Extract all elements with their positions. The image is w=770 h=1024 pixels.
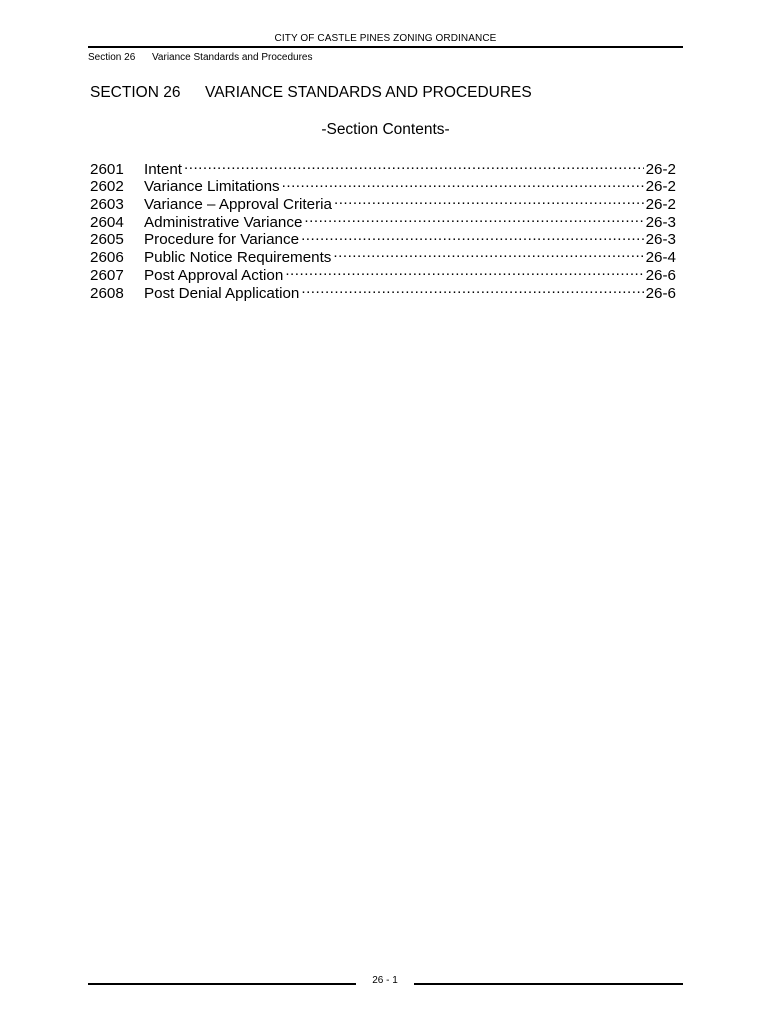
toc-entry-number: 2608 [90, 284, 124, 302]
running-header-section-number: Section 26 [88, 52, 136, 63]
toc-entry-number: 2607 [90, 266, 124, 284]
toc-entry-title: Public Notice Requirements [144, 249, 332, 267]
toc-leader-dots [301, 280, 643, 298]
toc-entry-page: 26-2 [645, 178, 676, 196]
toc-entry-title: Variance Limitations [144, 178, 280, 196]
header-divider [88, 46, 683, 48]
toc-entry-page: 26-6 [645, 284, 676, 302]
section-heading-label: SECTION 26 [90, 84, 181, 101]
footer-divider-left [88, 983, 356, 985]
toc-entry-page: 26-3 [645, 231, 676, 249]
toc-leader-dots [304, 209, 643, 227]
toc-leader-dots [285, 262, 643, 280]
running-header-section-name: Variance Standards and Procedures [152, 52, 313, 63]
toc-entry-title: Post Approval Action [144, 266, 284, 284]
toc-entry-page: 26-4 [645, 249, 676, 267]
toc-entry-number: 2604 [90, 213, 124, 231]
toc-entry-number: 2603 [90, 196, 124, 214]
toc-entry-number: 2605 [90, 231, 124, 249]
toc-entry-title: Post Denial Application [144, 284, 300, 302]
toc-leader-dots [184, 156, 644, 174]
document-title: CITY OF CASTLE PINES ZONING ORDINANCE [274, 33, 497, 44]
toc-entry-title: Intent [144, 160, 182, 178]
toc-entry-page: 26-2 [645, 196, 676, 214]
table-of-contents [90, 156, 676, 302]
toc-leader-dots [334, 191, 644, 209]
toc-entry-title: Variance – Approval Criteria [144, 196, 332, 214]
section-heading [90, 84, 532, 102]
toc-entry-title: Procedure for Variance [144, 231, 300, 249]
footer-divider-right [414, 983, 683, 985]
toc-leader-dots [282, 174, 644, 192]
toc-entry-number: 2602 [90, 178, 124, 196]
toc-leader-dots [333, 244, 643, 262]
section-heading-title: VARIANCE STANDARDS AND PROCEDURES [205, 84, 532, 101]
running-header [88, 52, 312, 63]
toc-entry-title: Administrative Variance [144, 213, 303, 231]
toc-entry-number: 2601 [90, 160, 124, 178]
toc-entry-2601[interactable] [90, 156, 676, 178]
toc-entry-page: 26-3 [645, 213, 676, 231]
toc-entry-number: 2606 [90, 249, 124, 267]
toc-entry-page: 26-2 [645, 160, 676, 178]
toc-entry-page: 26-6 [645, 266, 676, 284]
page-number: 26 - 1 [372, 975, 398, 986]
toc-leader-dots [301, 227, 644, 245]
section-contents-label: -Section Contents- [321, 121, 450, 138]
